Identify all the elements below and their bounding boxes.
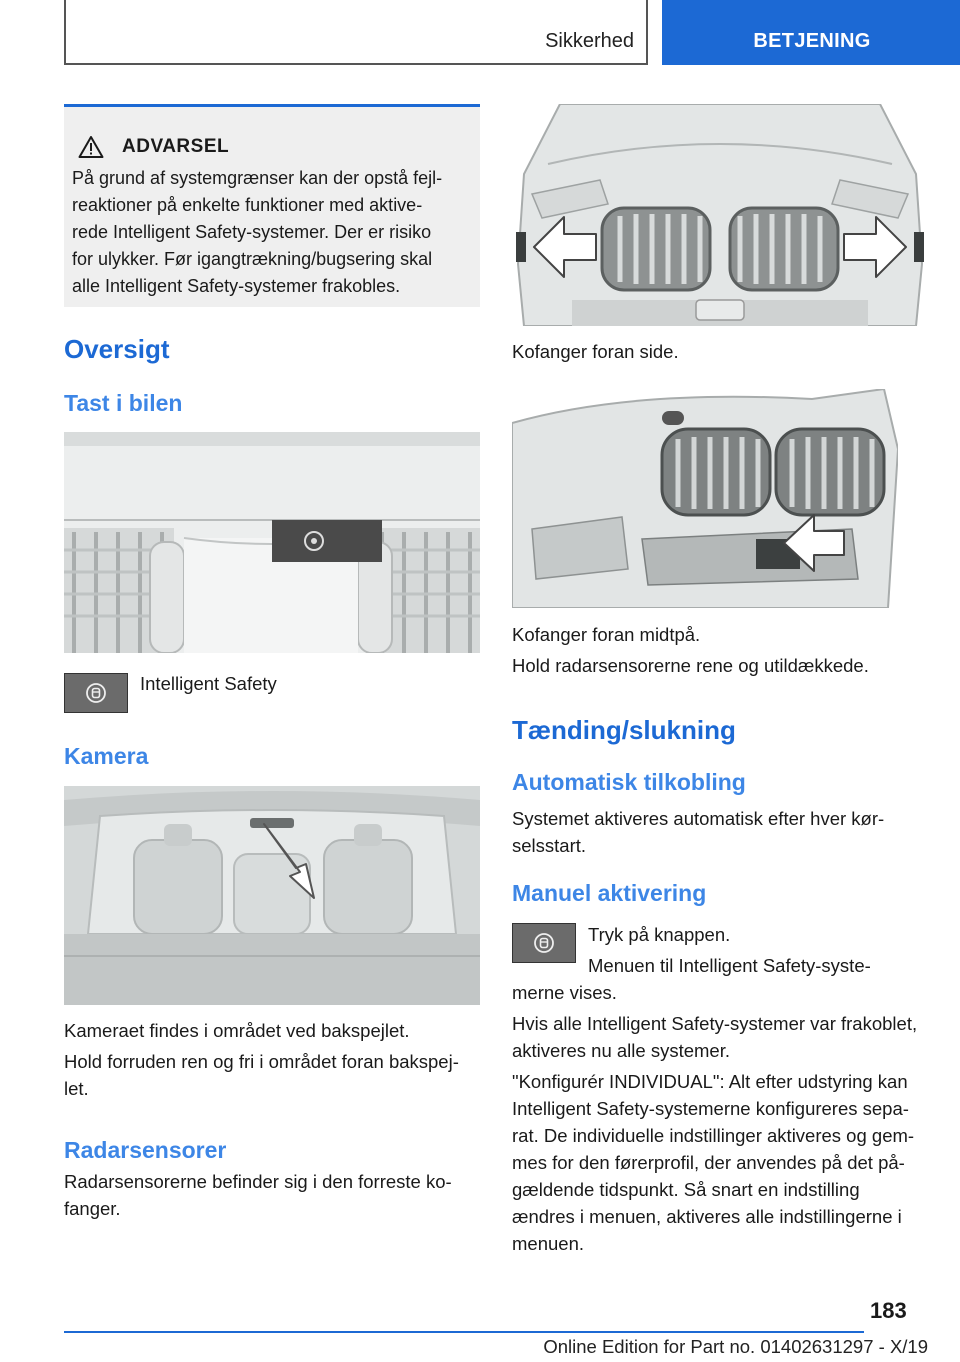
warning-text (72, 165, 472, 300)
radar-line: fanger. (64, 1198, 121, 1219)
footer-edition: Online Edition for Part no. 01402631297 - X/19 (543, 1336, 928, 1357)
bumper-side-illustration (512, 104, 928, 326)
individual-config-text (512, 1068, 928, 1257)
shield-car-icon (85, 682, 107, 704)
bumper-middle-illustration (512, 389, 898, 608)
warning-header (78, 135, 229, 159)
heading-on-off: Tænding/slukning (512, 715, 736, 745)
radar-line: Radarsensorerne befinder sig i den forreste ko- (64, 1171, 452, 1192)
camera-line: let. (64, 1078, 89, 1099)
camera-line: Hold forruden ren og fri i området foran bakspej- (64, 1051, 459, 1072)
keep-clean-text: Hold radarsensorerne rene og utildækkede. (512, 655, 869, 676)
camera-text-2 (64, 1048, 480, 1102)
menu-shown-line2: merne vises. (512, 982, 617, 1003)
auto-line: selsstart. (512, 835, 587, 856)
heading-auto-activation: Automatisk tilkobling (512, 769, 746, 795)
warning-line: for ulykker. Før igangtrækning/bugsering skal (72, 249, 433, 269)
dashboard-button-illustration (64, 432, 480, 653)
config-line: Intelligent Safety-systemerne konfigureres sepa- (512, 1098, 909, 1119)
warning-line: rede Intelligent Safety-systemer. Der er risiko (72, 222, 432, 242)
manual-button-icon (512, 923, 576, 963)
heading-camera: Kamera (64, 743, 149, 769)
heading-radar: Radarsensorer (64, 1137, 227, 1163)
footer-divider (64, 1331, 864, 1333)
warning-line: alle Intelligent Safety-systemer frakobles. (72, 276, 401, 296)
warning-box (64, 104, 480, 307)
config-line: "Konfigurér INDIVIDUAL": Alt efter udstyring kan (512, 1071, 908, 1092)
camera-line: Kameraet findes i området ved bakspejlet. (64, 1020, 410, 1041)
radar-text (64, 1168, 480, 1222)
warning-line: På grund af systemgrænser kan der opstå fejl- (72, 168, 443, 188)
all-off-line: aktiveres nu alle systemer. (512, 1040, 730, 1061)
config-line: gældende tidspunkt. Så snart en indstilling (512, 1179, 860, 1200)
caption-bumper-middle: Kofanger foran midtpå. (512, 624, 701, 645)
menu-shown-line1: Menuen til Intelligent Safety-syste- (588, 955, 871, 976)
shield-car-icon (533, 932, 555, 954)
config-line: menuen. (512, 1233, 584, 1254)
auto-text (512, 805, 928, 859)
camera-text (64, 1017, 480, 1044)
config-line: ændres i menuen, aktiveres alle indstillingerne i (512, 1206, 902, 1227)
warning-title: ADVARSEL (122, 136, 230, 157)
intelligent-safety-button-icon (64, 673, 128, 713)
warning-line: reaktioner på enkelte funktioner med aktive- (72, 195, 423, 215)
heading-button-in-car: Tast i bilen (64, 390, 183, 416)
warning-triangle-icon (78, 135, 104, 159)
caption-bumper-side: Kofanger foran side. (512, 341, 679, 362)
press-button-text: Tryk på knappen. (588, 924, 731, 945)
header-section-box (64, 0, 648, 65)
header-chapter-title: BETJENING (753, 30, 871, 52)
config-line: mes for den førerprofil, der anvendes på det på- (512, 1152, 905, 1173)
camera-location-illustration (64, 786, 480, 1005)
header-section-title: Sikkerhed (545, 30, 634, 52)
all-off-text (512, 1010, 928, 1064)
page-number: 183 (870, 1298, 907, 1323)
heading-overview: Oversigt (64, 334, 170, 364)
button-label: Intelligent Safety (140, 673, 277, 694)
auto-line: Systemet aktiveres automatisk efter hver kør- (512, 808, 885, 829)
header-chapter-tab (662, 0, 960, 65)
config-line: rat. De individuelle indstillinger aktiveres og gem- (512, 1125, 915, 1146)
all-off-line: Hvis alle Intelligent Safety-systemer var frakoblet, (512, 1013, 918, 1034)
heading-manual-activation: Manuel aktivering (512, 880, 707, 906)
